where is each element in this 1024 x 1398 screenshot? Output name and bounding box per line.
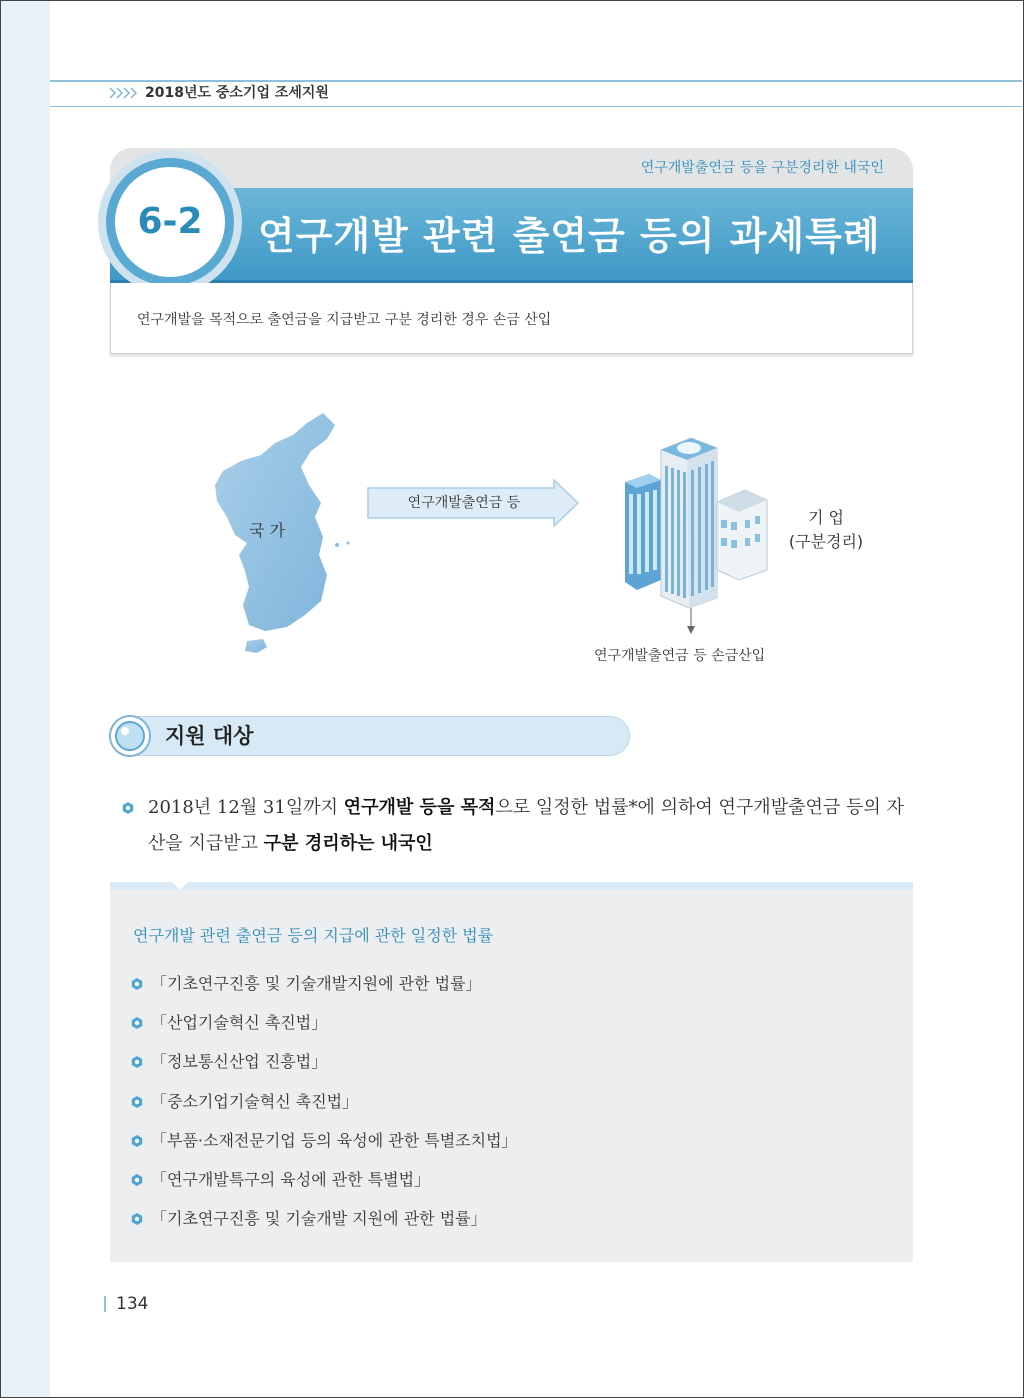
eligibility-text-part2: 으로 일정한 법률*에 의하여 연구개발출연금 등의 자산을 지급받고 (148, 797, 904, 854)
company-label-line2: (구분경리) (788, 532, 864, 551)
law-name: 「정보통신산업 진흥법」 (151, 1052, 328, 1072)
title-subtitle: 연구개발출연금 등을 구분경리한 내국인 (640, 160, 884, 176)
flow-label: 연구개발출연금 등 (407, 495, 521, 511)
eligibility-text-part1: 2018년 12월 31일까지 (148, 797, 344, 818)
law-name: 「기초연구진흥 및 기술개발 지원에 관한 법률」 (151, 1209, 487, 1229)
down-arrow-icon (684, 608, 698, 636)
bullet-icon (122, 802, 134, 814)
eligibility-bold1: 연구개발 등을 목적 (343, 797, 496, 818)
law-name: 「부품·소재전문기업 등의 육성에 관한 특별조치법」 (151, 1130, 518, 1150)
bullet-icon (131, 978, 143, 990)
law-name: 「중소기업기술혁신 촉진법」 (151, 1091, 359, 1111)
bullet-icon (131, 1135, 143, 1147)
law-list-item (131, 1205, 891, 1244)
page-number-bar (104, 1296, 106, 1312)
company-label (788, 506, 864, 554)
result-label: 연구개발출연금 등 손금산입 (594, 648, 766, 664)
section-number: 6-2 (137, 201, 203, 242)
law-list-item (131, 1048, 891, 1087)
info-box-notch (172, 878, 188, 890)
country-label: 국 가 (249, 521, 285, 540)
law-name: 「산업기술혁신 촉진법」 (151, 1013, 328, 1033)
bullet-icon (131, 1213, 143, 1225)
law-list-item (131, 1166, 891, 1205)
summary-text: 연구개발을 목적으로 출연금을 지급받고 구분 경리한 경우 손금 산입 (137, 312, 552, 328)
law-name: 「기초연구진흥 및 기술개발지원에 관한 법률」 (151, 974, 482, 993)
info-box-title: 연구개발 관련 출연금 등의 지급에 관한 일정한 법률 (133, 926, 494, 945)
section-number-disc (115, 167, 225, 277)
bullet-icon (131, 1174, 143, 1186)
left-margin-strip (1, 1, 50, 1397)
company-label-line1: 기 업 (808, 508, 844, 527)
header-arrows-icon (108, 85, 138, 101)
section-circle-icon (108, 714, 152, 758)
law-list (131, 970, 891, 1244)
bullet-icon (131, 1096, 143, 1108)
running-header-title: 2018년도 중소기업 조세지원 (145, 85, 329, 101)
eligibility-text (148, 790, 918, 862)
info-box-top-band (110, 882, 913, 890)
law-list-item (131, 970, 891, 1009)
bullet-icon (131, 1056, 143, 1068)
bullet-icon (131, 1017, 143, 1029)
header-rule-bottom (50, 106, 1022, 107)
law-list-item (131, 1088, 891, 1127)
page-title: 연구개발 관련 출연금 등의 과세특례 (258, 214, 881, 258)
section-title: 지원 대상 (165, 724, 254, 748)
page-number: 134 (116, 1294, 149, 1314)
law-list-item (131, 1127, 891, 1166)
buildings-icon (615, 430, 775, 610)
eligibility-bold2: 구분 경리하는 내국인 (263, 833, 433, 854)
header-rule (50, 80, 1022, 82)
law-list-item (131, 1009, 891, 1048)
law-name: 「연구개발특구의 육성에 관한 특별법」 (151, 1169, 431, 1189)
